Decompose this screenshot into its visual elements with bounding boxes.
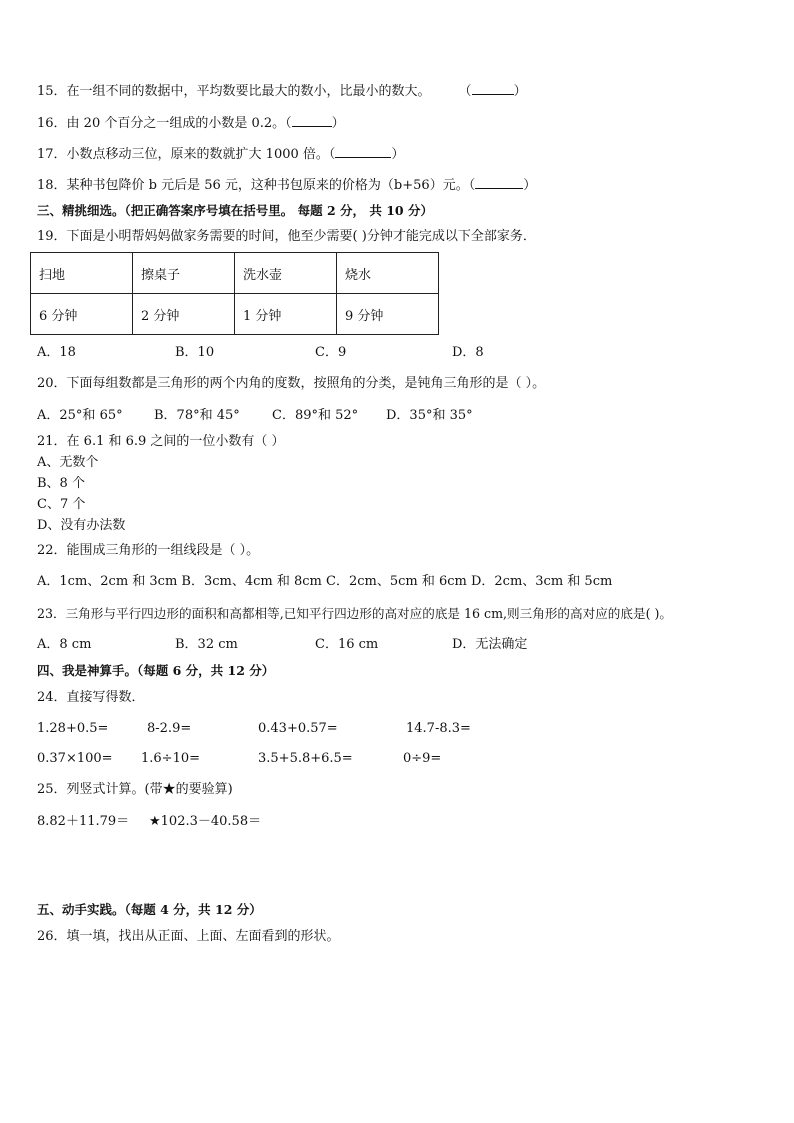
- option-c[interactable]: C．89°和 52°: [272, 408, 359, 423]
- option-c[interactable]: C．9: [315, 345, 347, 360]
- option-a[interactable]: A、无数个: [37, 455, 99, 470]
- option-d[interactable]: D．35°和 35°: [386, 408, 473, 423]
- option-d[interactable]: D．8: [452, 345, 484, 360]
- question-17: 17．小数点移动三位，原来的数就扩大 1000 倍。（ ）: [37, 147, 405, 162]
- calc-item: 8.82＋11.79＝: [37, 814, 130, 829]
- section-4-heading: 四、我是神算手。（每题 6 分，共 12 分）: [37, 663, 275, 678]
- option-a[interactable]: A．8 cm: [37, 637, 92, 652]
- question-16: 16．由 20 个百分之一组成的小数是 0.2。（ ）: [37, 116, 345, 131]
- question-26-text: 26．填一填，找出从正面、上面、左面看到的形状。: [37, 929, 340, 944]
- question-23-text: 23．三角形与平行四边形的面积和高都相等,已知平行四边形的高对应的底是 16 cm,则三角形的高对应的底是( )。: [37, 606, 673, 621]
- table-header-cell: 烧水: [337, 253, 439, 294]
- calc-item: 1.6÷10=: [141, 751, 201, 766]
- question-20-text: 20．下面每组数都是三角形的两个内角的度数，按照角的分类，是钝角三角形的是（ ）。: [37, 376, 546, 391]
- calc-item: 14.7-8.3=: [406, 721, 471, 736]
- question-24-text: 24．直接写得数．: [37, 690, 145, 705]
- question-22-options[interactable]: A．1cm、2cm 和 3cm B．3cm、4cm 和 8cm C．2cm、5cm 和 6cm D．2cm、3cm 和 5cm: [37, 574, 613, 589]
- section-3-heading: 三、精挑细选。（把正确答案序号填在括号里。 每题 2 分， 共 10 分）: [37, 203, 433, 218]
- option-c[interactable]: C．16 cm: [315, 637, 379, 652]
- option-b[interactable]: B、8 个: [37, 476, 85, 491]
- option-b[interactable]: B．10: [175, 345, 215, 360]
- question-18: 18．某种书包降价 b 元后是 56 元，这种书包原来的价格为（b+56）元。（ ）: [37, 178, 537, 193]
- table-row: [31, 253, 439, 294]
- table-row: [31, 294, 439, 335]
- option-a[interactable]: A．25°和 65°: [37, 408, 123, 423]
- table-cell: 6 分钟: [31, 294, 133, 335]
- question-15-text: 15．在一组不同的数据中，平均数要比最大的数小，比最小的数大。: [37, 84, 431, 99]
- section-5-heading: 五、动手实践。（每题 4 分，共 12 分）: [37, 902, 262, 917]
- chores-time-table: [30, 252, 439, 335]
- question-15: 15．在一组不同的数据中，平均数要比最大的数小，比最小的数大。 （ ）: [37, 84, 527, 99]
- option-d[interactable]: D、没有办法数: [37, 518, 126, 533]
- option-b[interactable]: B．78°和 45°: [154, 408, 240, 423]
- option-b[interactable]: B．32 cm: [175, 637, 238, 652]
- question-17-text: 17．小数点移动三位，原来的数就扩大 1000 倍。: [37, 147, 329, 162]
- calc-item: 1.28+0.5=: [37, 721, 109, 736]
- calc-item: 0÷9=: [403, 751, 442, 766]
- calc-item: 0.43+0.57=: [258, 721, 338, 736]
- calc-item: 8-2.9=: [147, 721, 192, 736]
- question-21-text: 21．在 6.1 和 6.9 之间的一位小数有（ ）: [37, 434, 285, 449]
- option-a[interactable]: A．18: [37, 345, 76, 360]
- table-cell: 9 分钟: [337, 294, 439, 335]
- question-16-text: 16．由 20 个百分之一组成的小数是 0.2。: [37, 116, 286, 131]
- option-c[interactable]: C、7 个: [37, 497, 86, 512]
- table-cell: 1 分钟: [235, 294, 337, 335]
- question-22-text: 22．能围成三角形的一组线段是（ ）。: [37, 543, 260, 558]
- question-19-text: 19．下面是小明帮妈妈做家务需要的时间，他至少需要( )分钟才能完成以下全部家务．: [37, 229, 536, 244]
- table-header-cell: 扫地: [31, 253, 133, 294]
- calc-item: 3.5+5.8+6.5=: [258, 751, 353, 766]
- table-header-cell: 洗水壶: [235, 253, 337, 294]
- question-25-text: 25．列竖式计算。(带★的要验算): [37, 782, 233, 797]
- calc-item: 0.37×100=: [37, 751, 113, 766]
- table-cell: 2 分钟: [133, 294, 235, 335]
- answer-blank[interactable]: [472, 82, 514, 95]
- option-d[interactable]: D．无法确定: [452, 637, 528, 652]
- table-header-cell: 擦桌子: [133, 253, 235, 294]
- question-18-text: 18．某种书包降价 b 元后是 56 元，这种书包原来的价格为（b+56）元。: [37, 178, 469, 193]
- answer-blank[interactable]: [475, 176, 523, 189]
- answer-blank[interactable]: [335, 145, 391, 158]
- calc-item: ★102.3－40.58＝: [149, 814, 262, 829]
- answer-blank[interactable]: [292, 114, 332, 127]
